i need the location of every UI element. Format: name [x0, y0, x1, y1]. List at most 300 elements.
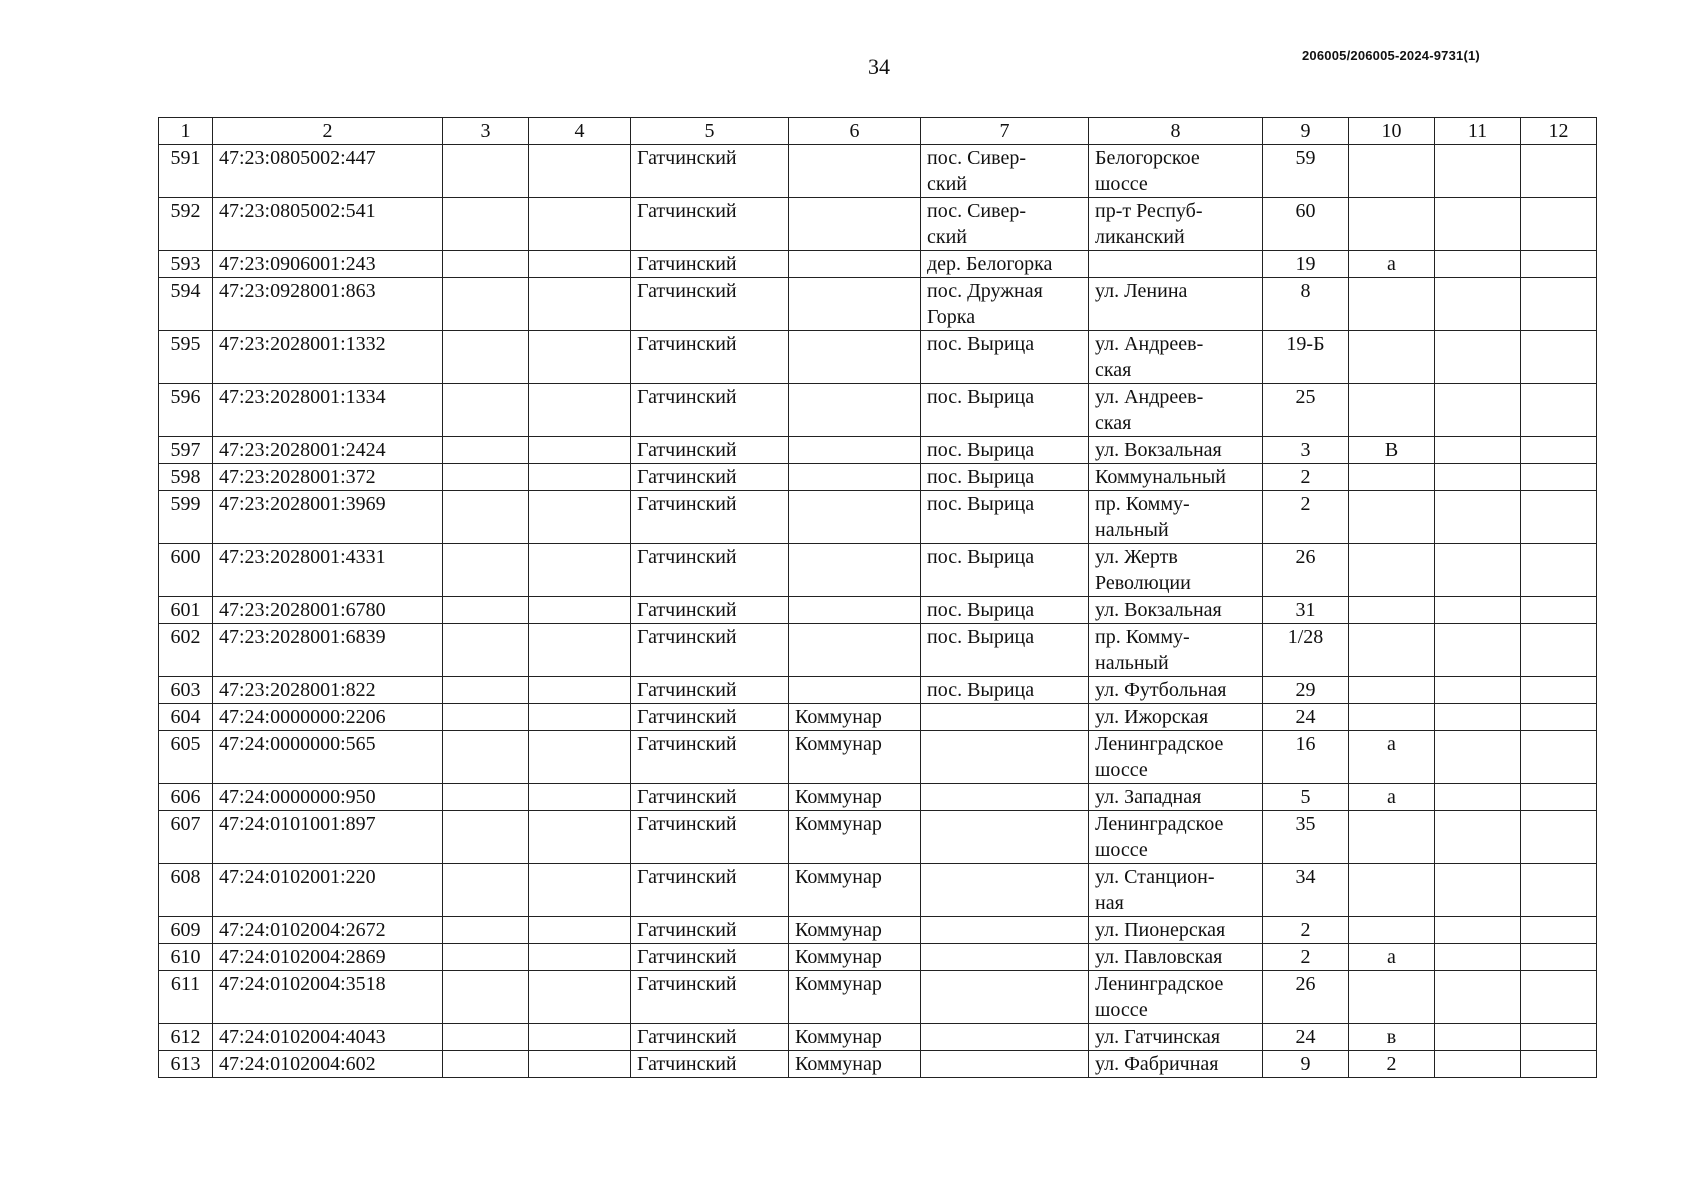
building-letter-cell: а — [1349, 784, 1435, 811]
col-3-cell — [443, 624, 529, 677]
cadastral-number-cell: 47:23:2028001:3969 — [213, 491, 443, 544]
page-number: 34 — [868, 54, 890, 79]
settlement-cell — [921, 704, 1089, 731]
settlement-cell: пос. Вырица — [921, 384, 1089, 437]
street-cell: Коммунальный — [1089, 464, 1263, 491]
street-cell: пр. Комму- нальный — [1089, 624, 1263, 677]
col-12-cell — [1521, 731, 1597, 784]
cadastral-number-cell: 47:24:0000000:565 — [213, 731, 443, 784]
table-row — [159, 811, 1597, 864]
house-number-cell: 2 — [1263, 491, 1349, 544]
street-cell: ул. Пионерская — [1089, 917, 1263, 944]
building-letter-cell — [1349, 278, 1435, 331]
table-row — [159, 464, 1597, 491]
col-12-cell — [1521, 864, 1597, 917]
col-11-cell — [1435, 597, 1521, 624]
col-12-cell — [1521, 251, 1597, 278]
col-4-cell — [529, 464, 631, 491]
col-4-cell — [529, 624, 631, 677]
building-letter-cell — [1349, 811, 1435, 864]
district-cell: Гатчинский — [631, 731, 789, 784]
house-number-cell: 31 — [1263, 597, 1349, 624]
column-header-4: 4 — [529, 118, 631, 145]
row-number-cell: 613 — [159, 1051, 213, 1078]
street-cell: ул. Ижорская — [1089, 704, 1263, 731]
table-row — [159, 384, 1597, 437]
district-cell: Гатчинский — [631, 464, 789, 491]
street-cell — [1089, 251, 1263, 278]
col-3-cell — [443, 251, 529, 278]
building-letter-cell: а — [1349, 251, 1435, 278]
column-header-1: 1 — [159, 118, 213, 145]
cadastral-number-cell: 47:23:2028001:372 — [213, 464, 443, 491]
col-3-cell — [443, 677, 529, 704]
table-row — [159, 1024, 1597, 1051]
street-cell: ул. Вокзальная — [1089, 437, 1263, 464]
district-cell: Гатчинский — [631, 677, 789, 704]
building-letter-cell — [1349, 624, 1435, 677]
col-12-cell — [1521, 1024, 1597, 1051]
row-number-cell: 599 — [159, 491, 213, 544]
col-11-cell — [1435, 811, 1521, 864]
col-4-cell — [529, 784, 631, 811]
district-cell: Гатчинский — [631, 1024, 789, 1051]
street-cell: ул. Жертв Революции — [1089, 544, 1263, 597]
building-letter-cell — [1349, 971, 1435, 1024]
settlement-cell — [921, 971, 1089, 1024]
settlement-cell — [921, 811, 1089, 864]
col-4-cell — [529, 1051, 631, 1078]
district-cell: Гатчинский — [631, 597, 789, 624]
col-3-cell — [443, 971, 529, 1024]
col-11-cell — [1435, 1024, 1521, 1051]
table-row — [159, 944, 1597, 971]
col-11-cell — [1435, 677, 1521, 704]
district-cell: Гатчинский — [631, 278, 789, 331]
col-11-cell — [1435, 944, 1521, 971]
street-cell: пр-т Респуб- ликанский — [1089, 198, 1263, 251]
table-row — [159, 864, 1597, 917]
col-11-cell — [1435, 198, 1521, 251]
col-4-cell — [529, 731, 631, 784]
col-4-cell — [529, 251, 631, 278]
house-number-cell: 19-Б — [1263, 331, 1349, 384]
row-number-cell: 598 — [159, 464, 213, 491]
street-cell: ул. Западная — [1089, 784, 1263, 811]
cadastral-number-cell: 47:23:2028001:2424 — [213, 437, 443, 464]
col-11-cell — [1435, 1051, 1521, 1078]
col-3-cell — [443, 597, 529, 624]
cadastral-number-cell: 47:23:0805002:447 — [213, 145, 443, 198]
house-number-cell: 26 — [1263, 544, 1349, 597]
house-number-cell: 60 — [1263, 198, 1349, 251]
col-3-cell — [443, 811, 529, 864]
district-cell: Гатчинский — [631, 971, 789, 1024]
col-3-cell — [443, 145, 529, 198]
cadastral-number-cell: 47:24:0102004:602 — [213, 1051, 443, 1078]
col-11-cell — [1435, 917, 1521, 944]
col-12-cell — [1521, 278, 1597, 331]
col-3-cell — [443, 384, 529, 437]
building-letter-cell: а — [1349, 944, 1435, 971]
house-number-cell: 26 — [1263, 971, 1349, 1024]
col-4-cell — [529, 278, 631, 331]
col-4-cell — [529, 811, 631, 864]
document-id: 206005/206005-2024-9731(1) — [1302, 48, 1480, 63]
table-row — [159, 704, 1597, 731]
col-11-cell — [1435, 704, 1521, 731]
district-cell: Гатчинский — [631, 944, 789, 971]
table-row — [159, 331, 1597, 384]
house-number-cell: 24 — [1263, 704, 1349, 731]
col-4-cell — [529, 864, 631, 917]
house-number-cell: 25 — [1263, 384, 1349, 437]
street-cell: пр. Комму- нальный — [1089, 491, 1263, 544]
city-cell: Коммунар — [789, 784, 921, 811]
house-number-cell: 9 — [1263, 1051, 1349, 1078]
col-4-cell — [529, 331, 631, 384]
street-cell: Ленинградское шоссе — [1089, 731, 1263, 784]
col-4-cell — [529, 677, 631, 704]
cadastral-number-cell: 47:24:0102004:2869 — [213, 944, 443, 971]
cadastral-number-cell: 47:23:2028001:822 — [213, 677, 443, 704]
settlement-cell — [921, 1051, 1089, 1078]
col-12-cell — [1521, 677, 1597, 704]
col-11-cell — [1435, 278, 1521, 331]
settlement-cell: пос. Вырица — [921, 624, 1089, 677]
house-number-cell: 2 — [1263, 944, 1349, 971]
building-letter-cell — [1349, 864, 1435, 917]
row-number-cell: 612 — [159, 1024, 213, 1051]
col-12-cell — [1521, 784, 1597, 811]
settlement-cell: дер. Белогорка — [921, 251, 1089, 278]
column-header-3: 3 — [443, 118, 529, 145]
building-letter-cell — [1349, 677, 1435, 704]
city-cell — [789, 145, 921, 198]
street-cell: ул. Ленина — [1089, 278, 1263, 331]
col-11-cell — [1435, 731, 1521, 784]
row-number-cell: 607 — [159, 811, 213, 864]
cadastral-number-cell: 47:24:0101001:897 — [213, 811, 443, 864]
building-letter-cell: а — [1349, 731, 1435, 784]
settlement-cell: пос. Вырица — [921, 544, 1089, 597]
house-number-cell: 2 — [1263, 464, 1349, 491]
house-number-cell: 24 — [1263, 1024, 1349, 1051]
col-12-cell — [1521, 971, 1597, 1024]
cadastral-number-cell: 47:23:2028001:6839 — [213, 624, 443, 677]
building-letter-cell: 2 — [1349, 1051, 1435, 1078]
cadastral-number-cell: 47:23:2028001:4331 — [213, 544, 443, 597]
city-cell: Коммунар — [789, 917, 921, 944]
district-cell: Гатчинский — [631, 624, 789, 677]
col-11-cell — [1435, 624, 1521, 677]
row-number-cell: 592 — [159, 198, 213, 251]
district-cell: Гатчинский — [631, 864, 789, 917]
col-4-cell — [529, 1024, 631, 1051]
col-11-cell — [1435, 145, 1521, 198]
house-number-cell: 59 — [1263, 145, 1349, 198]
building-letter-cell — [1349, 198, 1435, 251]
row-number-cell: 609 — [159, 917, 213, 944]
building-letter-cell: В — [1349, 437, 1435, 464]
col-4-cell — [529, 944, 631, 971]
row-number-cell: 610 — [159, 944, 213, 971]
settlement-cell — [921, 864, 1089, 917]
settlement-cell: пос. Вырица — [921, 491, 1089, 544]
district-cell: Гатчинский — [631, 704, 789, 731]
house-number-cell: 19 — [1263, 251, 1349, 278]
street-cell: Ленинградское шоссе — [1089, 811, 1263, 864]
building-letter-cell — [1349, 704, 1435, 731]
district-cell: Гатчинский — [631, 491, 789, 544]
row-number-cell: 593 — [159, 251, 213, 278]
street-cell: Белогорское шоссе — [1089, 145, 1263, 198]
settlement-cell — [921, 917, 1089, 944]
building-letter-cell — [1349, 384, 1435, 437]
cadastral-number-cell: 47:23:2028001:6780 — [213, 597, 443, 624]
col-11-cell — [1435, 784, 1521, 811]
col-12-cell — [1521, 464, 1597, 491]
city-cell — [789, 331, 921, 384]
col-11-cell — [1435, 864, 1521, 917]
row-number-cell: 596 — [159, 384, 213, 437]
table-row — [159, 198, 1597, 251]
column-header-9: 9 — [1263, 118, 1349, 145]
col-11-cell — [1435, 464, 1521, 491]
house-number-cell: 34 — [1263, 864, 1349, 917]
col-3-cell — [443, 437, 529, 464]
col-11-cell — [1435, 331, 1521, 384]
col-3-cell — [443, 944, 529, 971]
row-number-cell: 611 — [159, 971, 213, 1024]
cadastral-number-cell: 47:23:0928001:863 — [213, 278, 443, 331]
city-cell — [789, 198, 921, 251]
street-cell: Ленинградское шоссе — [1089, 971, 1263, 1024]
col-12-cell — [1521, 384, 1597, 437]
column-header-12: 12 — [1521, 118, 1597, 145]
house-number-cell: 16 — [1263, 731, 1349, 784]
settlement-cell — [921, 784, 1089, 811]
col-12-cell — [1521, 491, 1597, 544]
table-row — [159, 278, 1597, 331]
column-header-7: 7 — [921, 118, 1089, 145]
settlement-cell: пос. Вырица — [921, 331, 1089, 384]
row-number-cell: 600 — [159, 544, 213, 597]
col-4-cell — [529, 597, 631, 624]
table-row — [159, 624, 1597, 677]
district-cell: Гатчинский — [631, 811, 789, 864]
city-cell — [789, 464, 921, 491]
col-12-cell — [1521, 624, 1597, 677]
district-cell: Гатчинский — [631, 331, 789, 384]
city-cell — [789, 544, 921, 597]
settlement-cell: пос. Сивер- ский — [921, 198, 1089, 251]
city-cell: Коммунар — [789, 864, 921, 917]
settlement-cell: пос. Вырица — [921, 597, 1089, 624]
building-letter-cell — [1349, 145, 1435, 198]
table-row — [159, 971, 1597, 1024]
city-cell — [789, 491, 921, 544]
street-cell: ул. Гатчинская — [1089, 1024, 1263, 1051]
cadastral-number-cell: 47:24:0102004:4043 — [213, 1024, 443, 1051]
col-3-cell — [443, 331, 529, 384]
col-3-cell — [443, 1051, 529, 1078]
col-3-cell — [443, 917, 529, 944]
col-4-cell — [529, 198, 631, 251]
city-cell — [789, 597, 921, 624]
cadastral-number-cell: 47:23:0906001:243 — [213, 251, 443, 278]
table-row — [159, 544, 1597, 597]
table-row — [159, 917, 1597, 944]
col-3-cell — [443, 198, 529, 251]
settlement-cell: пос. Дружная Горка — [921, 278, 1089, 331]
col-4-cell — [529, 704, 631, 731]
street-cell: ул. Вокзальная — [1089, 597, 1263, 624]
row-number-cell: 594 — [159, 278, 213, 331]
settlement-cell — [921, 731, 1089, 784]
col-4-cell — [529, 917, 631, 944]
col-11-cell — [1435, 971, 1521, 1024]
col-12-cell — [1521, 704, 1597, 731]
settlement-cell: пос. Вырица — [921, 437, 1089, 464]
table-row — [159, 145, 1597, 198]
table-row — [159, 437, 1597, 464]
cadastral-number-cell: 47:23:0805002:541 — [213, 198, 443, 251]
col-3-cell — [443, 464, 529, 491]
city-cell — [789, 384, 921, 437]
district-cell: Гатчинский — [631, 784, 789, 811]
street-cell: ул. Футбольная — [1089, 677, 1263, 704]
column-header-5: 5 — [631, 118, 789, 145]
settlement-cell: пос. Вырица — [921, 464, 1089, 491]
column-header-8: 8 — [1089, 118, 1263, 145]
cadastral-number-cell: 47:24:0000000:2206 — [213, 704, 443, 731]
column-header-11: 11 — [1435, 118, 1521, 145]
city-cell: Коммунар — [789, 1024, 921, 1051]
table-row — [159, 677, 1597, 704]
district-cell: Гатчинский — [631, 251, 789, 278]
row-number-cell: 606 — [159, 784, 213, 811]
city-cell: Коммунар — [789, 704, 921, 731]
col-12-cell — [1521, 917, 1597, 944]
street-cell: ул. Станцион- ная — [1089, 864, 1263, 917]
col-3-cell — [443, 731, 529, 784]
col-12-cell — [1521, 1051, 1597, 1078]
row-number-cell: 595 — [159, 331, 213, 384]
table-row — [159, 597, 1597, 624]
col-4-cell — [529, 491, 631, 544]
col-12-cell — [1521, 437, 1597, 464]
street-cell: ул. Андреев- ская — [1089, 331, 1263, 384]
col-12-cell — [1521, 944, 1597, 971]
col-3-cell — [443, 704, 529, 731]
table-row — [159, 251, 1597, 278]
col-3-cell — [443, 544, 529, 597]
col-4-cell — [529, 437, 631, 464]
building-letter-cell: в — [1349, 1024, 1435, 1051]
building-letter-cell — [1349, 544, 1435, 597]
col-12-cell — [1521, 597, 1597, 624]
house-number-cell: 1/28 — [1263, 624, 1349, 677]
col-3-cell — [443, 278, 529, 331]
row-number-cell: 601 — [159, 597, 213, 624]
house-number-cell: 8 — [1263, 278, 1349, 331]
building-letter-cell — [1349, 597, 1435, 624]
col-3-cell — [443, 491, 529, 544]
street-cell: ул. Фабричная — [1089, 1051, 1263, 1078]
building-letter-cell — [1349, 917, 1435, 944]
cadastral-number-cell: 47:24:0102004:3518 — [213, 971, 443, 1024]
building-letter-cell — [1349, 464, 1435, 491]
row-number-cell: 608 — [159, 864, 213, 917]
district-cell: Гатчинский — [631, 1051, 789, 1078]
col-11-cell — [1435, 384, 1521, 437]
city-cell — [789, 278, 921, 331]
cadastral-number-cell: 47:24:0000000:950 — [213, 784, 443, 811]
settlement-cell: пос. Сивер- ский — [921, 145, 1089, 198]
col-11-cell — [1435, 437, 1521, 464]
col-12-cell — [1521, 198, 1597, 251]
col-11-cell — [1435, 544, 1521, 597]
table-row — [159, 1051, 1597, 1078]
col-12-cell — [1521, 811, 1597, 864]
col-12-cell — [1521, 544, 1597, 597]
header-row — [159, 118, 1597, 145]
city-cell: Коммунар — [789, 1051, 921, 1078]
table-row — [159, 731, 1597, 784]
col-3-cell — [443, 1024, 529, 1051]
col-11-cell — [1435, 251, 1521, 278]
city-cell: Коммунар — [789, 944, 921, 971]
house-number-cell: 29 — [1263, 677, 1349, 704]
column-header-10: 10 — [1349, 118, 1435, 145]
col-12-cell — [1521, 145, 1597, 198]
column-header-2: 2 — [213, 118, 443, 145]
row-number-cell: 603 — [159, 677, 213, 704]
district-cell: Гатчинский — [631, 917, 789, 944]
building-letter-cell — [1349, 331, 1435, 384]
cadastral-number-cell: 47:23:2028001:1334 — [213, 384, 443, 437]
city-cell — [789, 437, 921, 464]
registry-table — [158, 117, 1597, 1078]
row-number-cell: 604 — [159, 704, 213, 731]
district-cell: Гатчинский — [631, 544, 789, 597]
building-letter-cell — [1349, 491, 1435, 544]
city-cell: Коммунар — [789, 811, 921, 864]
col-4-cell — [529, 145, 631, 198]
col-4-cell — [529, 384, 631, 437]
city-cell: Коммунар — [789, 971, 921, 1024]
district-cell: Гатчинский — [631, 384, 789, 437]
col-4-cell — [529, 544, 631, 597]
table-row — [159, 784, 1597, 811]
district-cell: Гатчинский — [631, 198, 789, 251]
house-number-cell: 35 — [1263, 811, 1349, 864]
settlement-cell — [921, 1024, 1089, 1051]
col-4-cell — [529, 971, 631, 1024]
district-cell: Гатчинский — [631, 437, 789, 464]
table-body — [159, 145, 1597, 1078]
col-11-cell — [1435, 491, 1521, 544]
district-cell: Гатчинский — [631, 145, 789, 198]
col-3-cell — [443, 864, 529, 917]
row-number-cell: 591 — [159, 145, 213, 198]
city-cell — [789, 624, 921, 677]
settlement-cell: пос. Вырица — [921, 677, 1089, 704]
city-cell — [789, 677, 921, 704]
cadastral-number-cell: 47:24:0102001:220 — [213, 864, 443, 917]
cadastral-number-cell: 47:24:0102004:2672 — [213, 917, 443, 944]
